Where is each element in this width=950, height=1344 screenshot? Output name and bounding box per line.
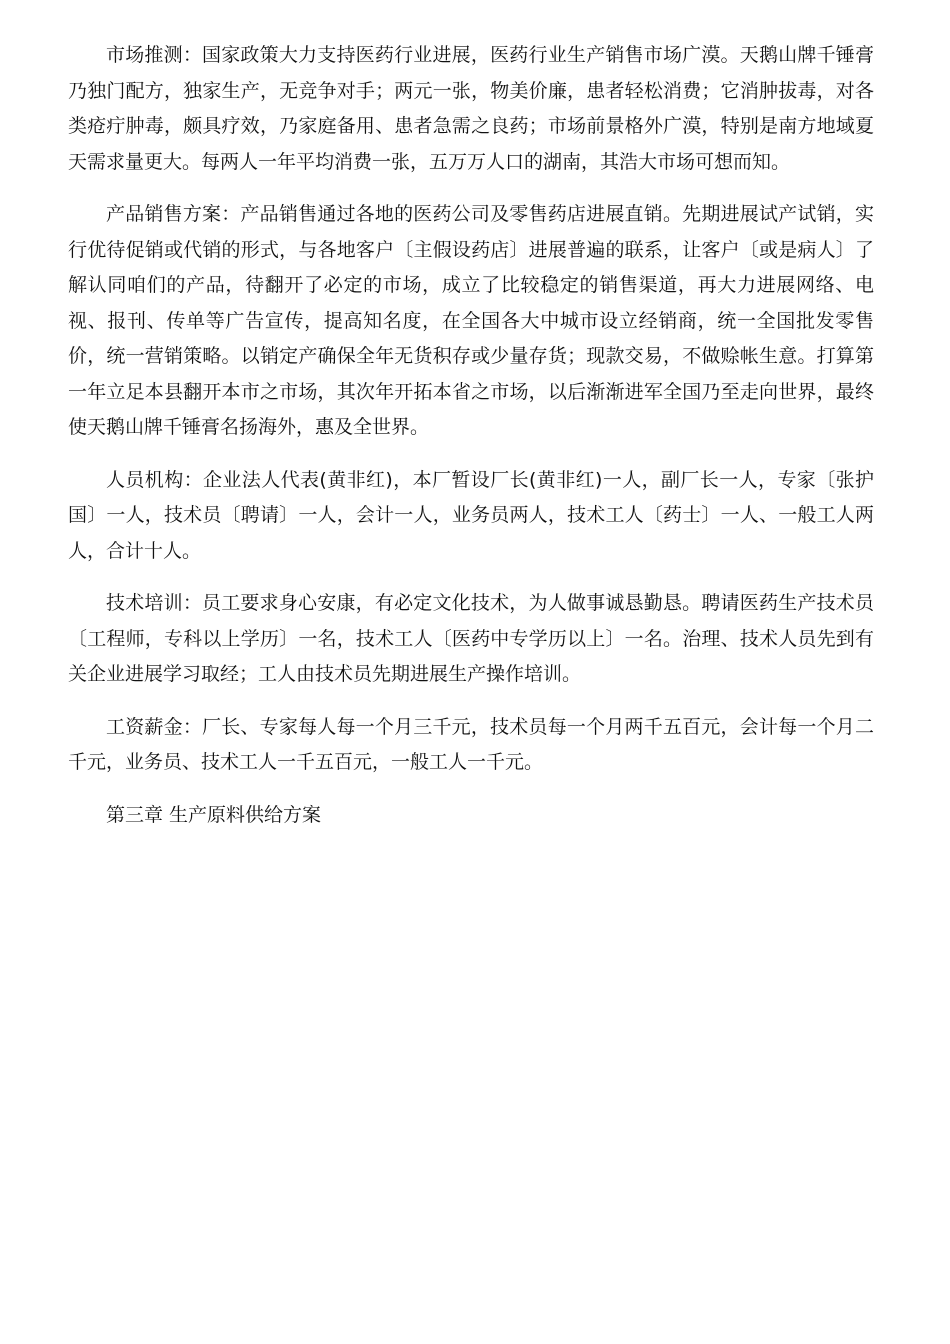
paragraph-salary: 工资薪金：厂长、专家每人每一个月三千元，技术员每一个月两千五百元，会计每一个月二千元，业务员、技术工人一千五百元，一般工人一千元。 xyxy=(68,715,874,773)
paragraph-market-forecast: 市场推测：国家政策大力支持医药行业进展，医药行业生产销售市场广漠。天鹅山牌千锤膏乃独门配方，独家生产，无竞争对手；两元一张，物美价廉，患者轻松消费；它消肿拔毒，对各类疮疔肿毒，颇具疗效，乃家庭备用、患者急需之良药；市场前景格外广漠，特别是南方地域夏天需求量更大。每两人一年平均消费一张，五万万人口的湖南，其浩大市场可想而知。 xyxy=(68,44,874,173)
chapter-heading: 第三章 生产原料供给方案 xyxy=(106,803,322,826)
paragraph-staff-structure: 人员机构：企业法人代表(黄非红)，本厂暂设厂长(黄非红)一人，副厂长一人，专家〔张护国〕一人，技术员〔聘请〕一人，会计一人，业务员两人，技术工人〔药士〕一人、一般工人两人，合计十人。 xyxy=(68,468,874,562)
paragraph-technical-training: 技术培训：员工要求身心安康，有必定文化技术，为人做事诚恳勤恳。聘请医药生产技术员〔工程师，专科以上学历〕一名，技术工人〔医药中专学历以上〕一名。治理、技术人员先到有关企业进展学习取经；工人由技术员先期进展生产操作培训。 xyxy=(68,592,874,685)
paragraph-sales-plan: 产品销售方案：产品销售通过各地的医药公司及零售药店进展直销。先期进展试产试销，实行优待促销或代销的形式，与各地客户〔主假设药店〕进展普遍的联系，让客户〔或是病人〕了解认同咱们的产品，待翻开了必定的市场，成立了比较稳定的销售渠道，再大力进展网络、电视、报刊、传单等广告宣传，提高知名度，在全国各大中城市设立经销商，统一全国批发零售价，统一营销策略。以销定产确保全年无货积存或少量存货；现款交易，不做赊帐生意。打算第一年立足本县翻开本市之市场，其次年开拓本省之市场，以后渐渐进军全国乃至走向世界，最终使天鹅山牌千锤膏名扬海外，惠及全世界。 xyxy=(68,203,874,438)
document-body xyxy=(68,38,874,850)
